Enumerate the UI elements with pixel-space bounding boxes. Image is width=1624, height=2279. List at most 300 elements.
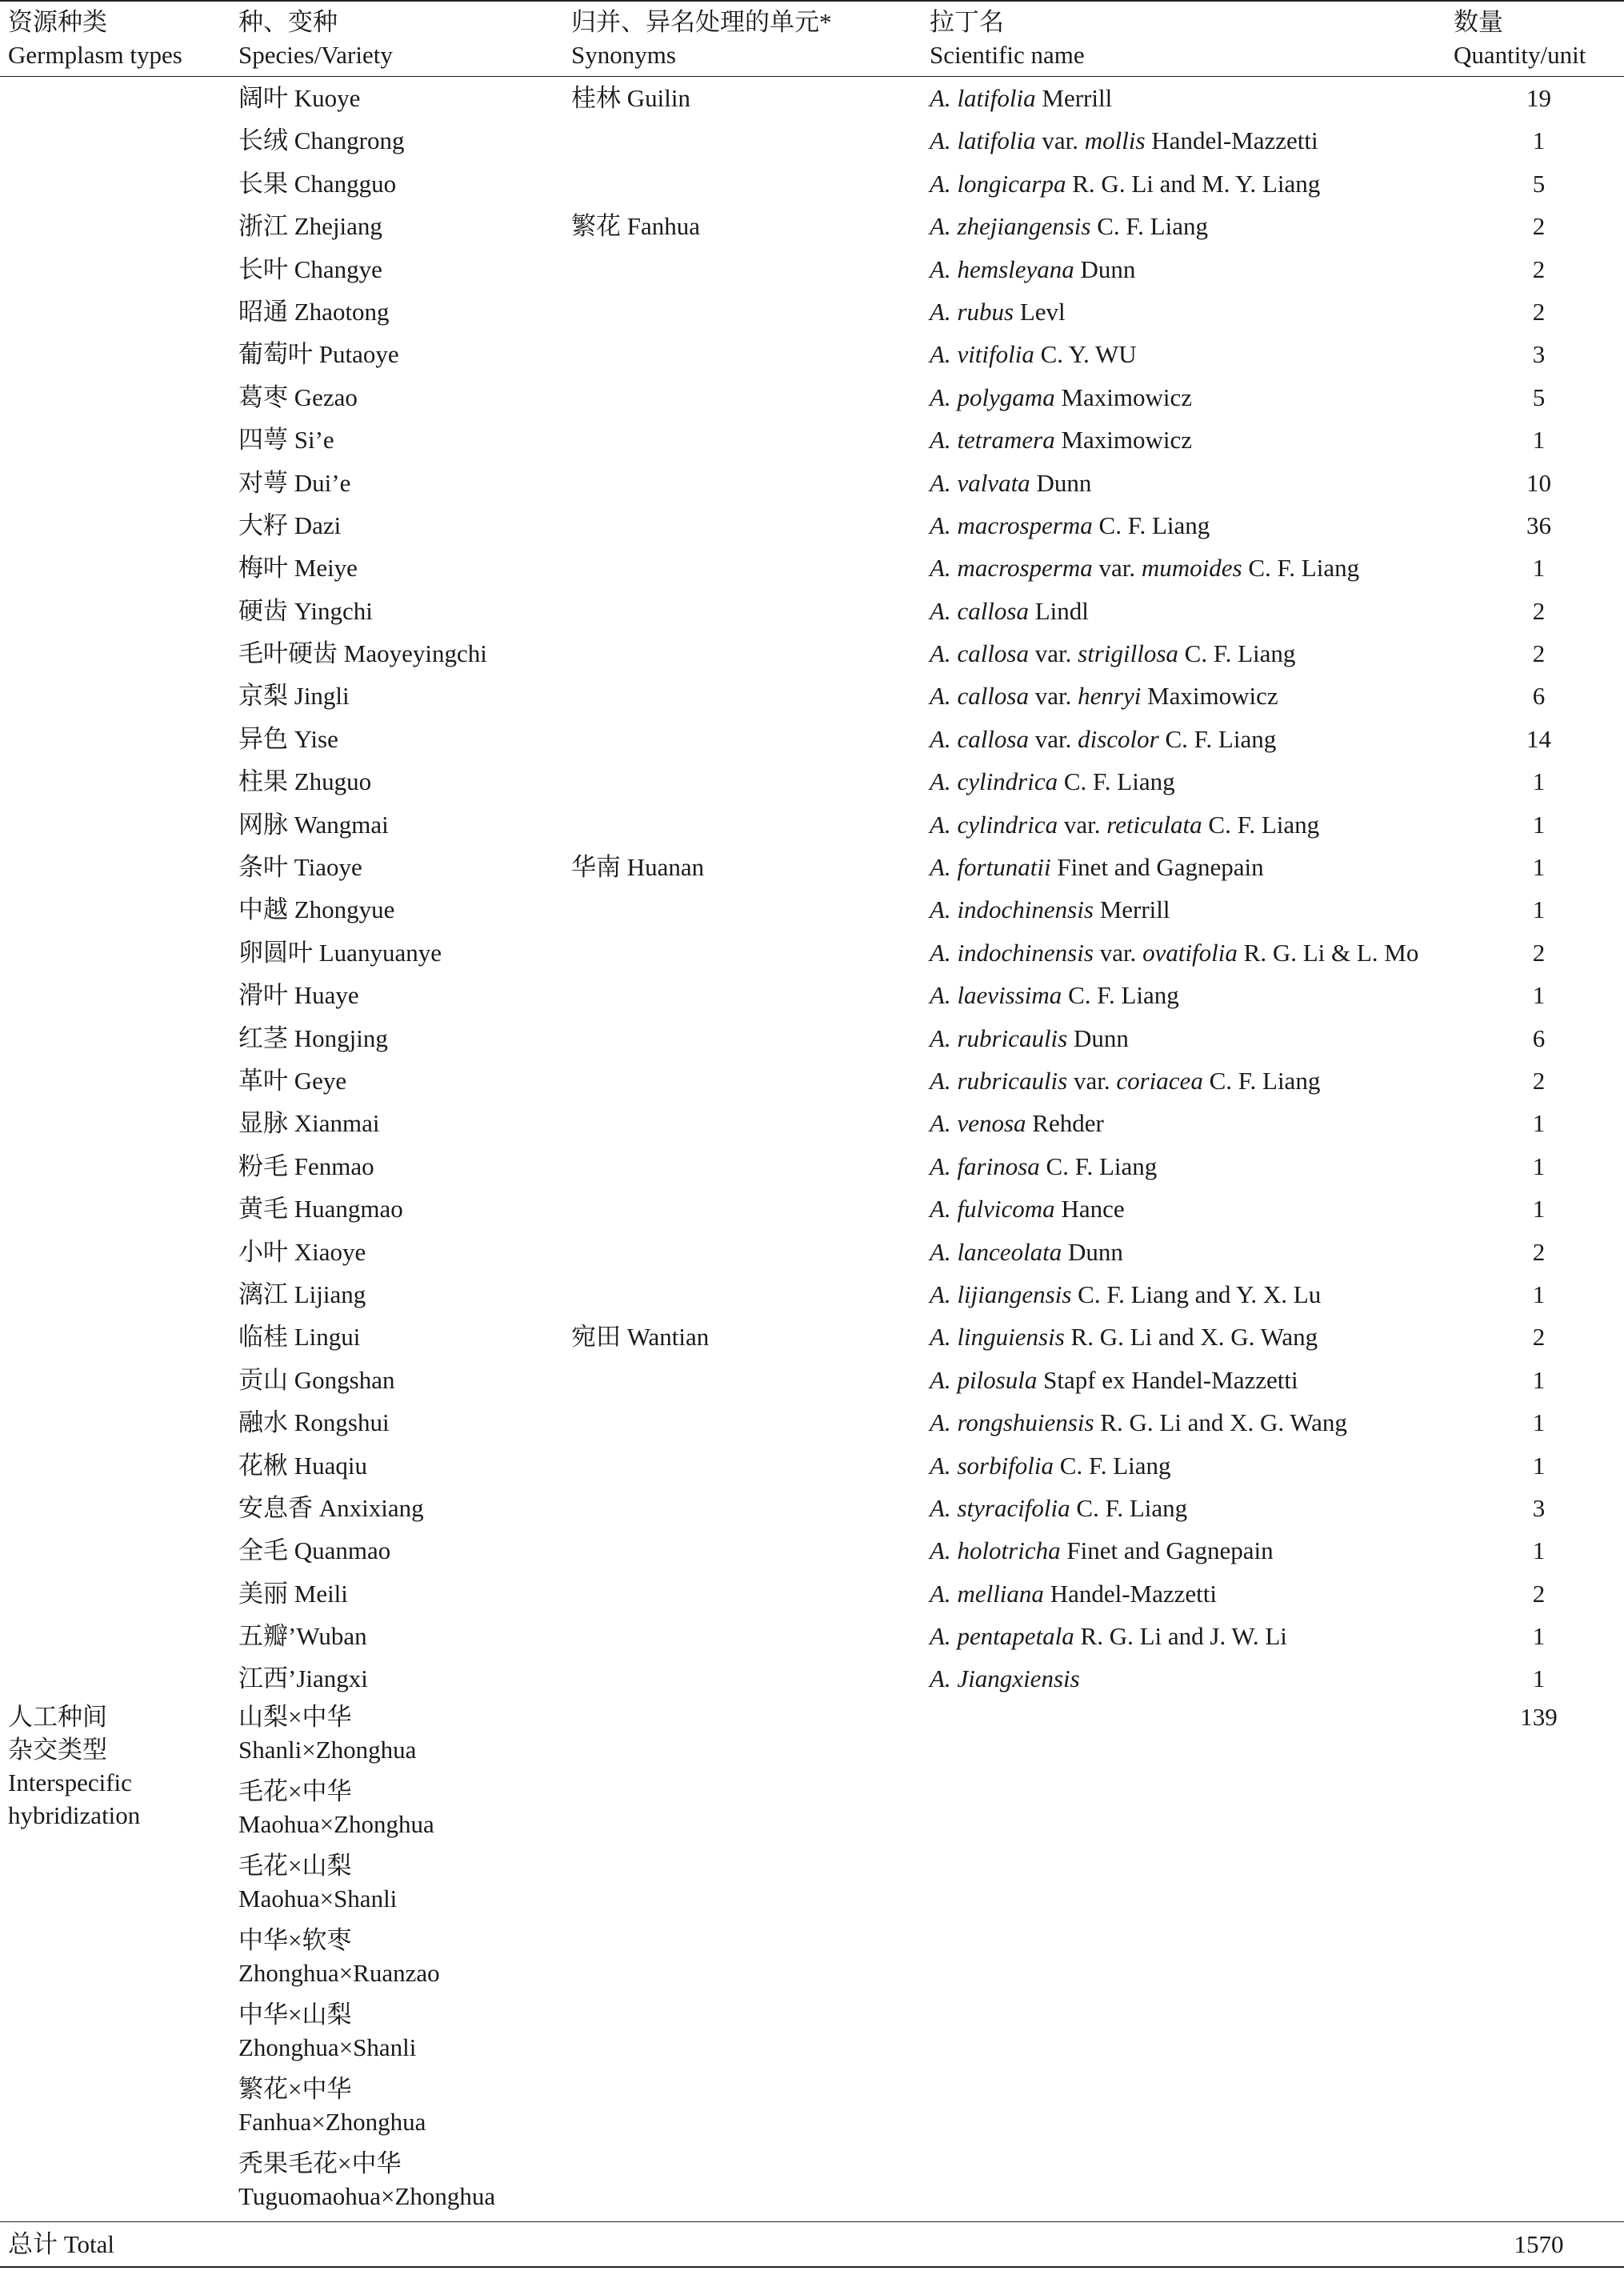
quantity-cell: 2: [1532, 639, 1546, 668]
species-cell: 临桂 Lingui: [238, 1323, 361, 1352]
quantity-cell: 19: [1526, 84, 1551, 112]
germplasm-type-cell: [0, 1657, 238, 1700]
genus: A.: [930, 340, 951, 369]
germplasm-type-cell: [0, 462, 238, 504]
genus: A.: [930, 1622, 951, 1651]
scientific-name-cell: [930, 333, 1454, 375]
synonym-cell: [571, 590, 930, 632]
table-row: [0, 1657, 1624, 1700]
genus: A.: [930, 682, 951, 711]
table-row: [0, 1188, 1624, 1230]
hybrid-item-zh: 山梨×中华: [238, 1702, 352, 1731]
hybrid-row: [0, 1700, 1624, 2222]
species-cell: 漓江 Lijiang: [238, 1280, 366, 1308]
scientific-name-cell: [930, 1572, 1454, 1615]
genus: A.: [930, 297, 951, 326]
scientific-name-cell: [930, 419, 1454, 461]
quantity-cell: 2: [1532, 938, 1546, 967]
genus: A.: [930, 169, 951, 198]
synonym-cell: [571, 1188, 930, 1230]
quantity-cell: 1: [1532, 554, 1546, 583]
germplasm-type-cell: [0, 547, 238, 589]
hybrid-item-zh: 繁花×中华: [238, 2074, 352, 2103]
header-species-variety: 种、变种 Species/Variety: [238, 8, 393, 69]
bottom-rule: [0, 2267, 1624, 2268]
scientific-name-cell: [930, 1487, 1454, 1529]
epithet: latifolia: [957, 126, 1036, 155]
synonym-cell: [571, 333, 930, 375]
genus: A.: [930, 1493, 951, 1522]
species-cell: 黄毛 Huangmao: [238, 1195, 403, 1224]
scientific-name-cell: [930, 974, 1454, 1016]
species-cell: 葛枣 Gezao: [238, 383, 358, 411]
author: C. F. Liang: [1046, 1152, 1158, 1180]
species-cell: 浙江 Zhejiang: [238, 212, 382, 241]
species-cell: 长绒 Changrong: [238, 126, 405, 155]
var-epithet: discolor: [1078, 724, 1159, 753]
author: Merrill: [1042, 84, 1113, 112]
quantity-cell: 139: [1520, 1702, 1558, 1731]
scientific-name-cell: [930, 1529, 1454, 1572]
quantity-cell: 1: [1532, 1664, 1546, 1693]
genus: A.: [930, 853, 951, 882]
var-label: var.: [1098, 554, 1136, 583]
germplasm-type-cell: [0, 675, 238, 717]
species-cell: 柱果 Zhuguo: [238, 767, 372, 796]
table-row: [0, 1145, 1624, 1188]
synonym-cell: [571, 504, 930, 547]
author: C. F. Liang: [1097, 212, 1208, 241]
germplasm-type-cell: [0, 504, 238, 547]
epithet: macrosperma: [957, 554, 1093, 583]
var-epithet: strigillosa: [1078, 639, 1178, 668]
synonym-cell: [571, 1273, 930, 1316]
genus: A.: [930, 1579, 951, 1608]
genus: A.: [930, 639, 951, 668]
synonym-cell: [571, 462, 930, 504]
genus: A.: [930, 596, 951, 625]
table-row: [0, 1359, 1624, 1401]
scientific-name-cell: [930, 590, 1454, 632]
epithet: latifolia: [957, 84, 1036, 112]
author: Handel-Mazzetti: [1151, 126, 1318, 155]
species-cell: 中越 Zhongyue: [238, 895, 395, 924]
author: Lindl: [1034, 596, 1089, 625]
synonym-cell: [571, 290, 930, 333]
author: C. F. Liang: [1076, 1493, 1188, 1522]
synonym-cell: 桂林 Guilin: [571, 84, 690, 112]
author: C. F. Liang: [1165, 724, 1277, 753]
synonym-cell: [571, 1657, 930, 1700]
table-row: [0, 1102, 1624, 1144]
quantity-cell: 1: [1532, 126, 1546, 155]
hybrid-type-line: hybridization: [8, 1800, 141, 1829]
epithet: indochinensis: [957, 938, 1094, 967]
germplasm-type-cell: [0, 1401, 238, 1444]
epithet: callosa: [957, 682, 1029, 711]
var-epithet: reticulata: [1106, 810, 1202, 839]
quantity-cell: 10: [1526, 468, 1551, 497]
synonym-cell: [571, 419, 930, 461]
synonym-cell: [571, 376, 930, 419]
epithet: valvata: [957, 468, 1030, 497]
var-label: var.: [1099, 938, 1137, 967]
epithet: sorbifolia: [957, 1451, 1054, 1480]
synonym-cell: [571, 1231, 930, 1273]
quantity-cell: 2: [1532, 1237, 1546, 1266]
synonym-cell: [571, 1102, 930, 1144]
quantity-cell: 1: [1532, 1195, 1546, 1224]
species-cell: 全毛 Quanmao: [238, 1536, 391, 1565]
scientific-name-cell: [930, 1700, 1454, 2222]
author: C. F. Liang: [1068, 981, 1179, 1010]
author: Finet and Gagnepain: [1057, 853, 1264, 882]
genus: A.: [930, 724, 951, 753]
var-epithet: mollis: [1084, 126, 1146, 155]
synonym-cell: [571, 1444, 930, 1487]
quantity-cell: 1: [1532, 1451, 1546, 1480]
species-cell: 美丽 Meili: [238, 1579, 348, 1608]
genus: A.: [930, 938, 951, 967]
species-cell: 贡山 Gongshan: [238, 1365, 395, 1394]
table-row: [0, 1017, 1624, 1059]
table-row: [0, 675, 1624, 717]
quantity-cell: 1: [1532, 426, 1546, 455]
germplasm-type-cell: [0, 1017, 238, 1059]
species-cell: 小叶 Xiaoye: [238, 1237, 366, 1266]
scientific-name-cell: [930, 376, 1454, 419]
germplasm-type-cell: [0, 803, 238, 846]
scientific-name-cell: [930, 803, 1454, 846]
author: Dunn: [1073, 1023, 1129, 1052]
germplasm-type-cell: [0, 1102, 238, 1144]
hybrid-item-en: Tuguomaohua×Zhonghua: [238, 2181, 496, 2210]
species-cell: 革叶 Geye: [238, 1066, 347, 1095]
epithet: fulvicoma: [957, 1195, 1055, 1224]
table-row: [0, 1615, 1624, 1657]
germplasm-type-cell: [0, 290, 238, 333]
synonym-cell: [571, 1529, 930, 1572]
table-row: [0, 974, 1624, 1016]
epithet: Jiangxiensis: [957, 1664, 1080, 1693]
synonym-cell: [571, 119, 930, 162]
genus: A.: [930, 767, 951, 796]
synonym-cell: [571, 675, 930, 717]
table-row: [0, 462, 1624, 504]
table-row: [0, 1273, 1624, 1316]
epithet: zhejiangensis: [957, 212, 1091, 241]
germplasm-type-cell: [0, 77, 238, 119]
quantity-cell: 6: [1532, 1023, 1546, 1052]
epithet: farinosa: [957, 1152, 1040, 1180]
quantity-cell: 1: [1532, 853, 1546, 882]
germplasm-type-cell: [0, 162, 238, 205]
synonym-cell: [571, 1572, 930, 1615]
table-row: [0, 504, 1624, 547]
genus: A.: [930, 981, 951, 1010]
genus: A.: [930, 1023, 951, 1052]
scientific-name-cell: [930, 119, 1454, 162]
germplasm-type-cell: [0, 1529, 238, 1572]
species-cell: 红茎 Hongjing: [238, 1023, 388, 1052]
table-row: [0, 803, 1624, 846]
species-cell: 卵圆叶 Luanyuanye: [238, 938, 442, 967]
hybrid-type-line: 杂交类型: [8, 1735, 107, 1764]
var-label: var.: [1034, 682, 1072, 711]
author: Maximowicz: [1147, 682, 1278, 711]
germplasm-type-cell: [0, 1615, 238, 1657]
hybrid-item-zh: 秃果毛花×中华: [238, 2149, 402, 2177]
table-row: [0, 1316, 1624, 1358]
species-cell: 长果 Changguo: [238, 169, 397, 198]
table-row: [0, 590, 1624, 632]
scientific-name-cell: [930, 931, 1454, 974]
species-cell: 四萼 Si’e: [238, 426, 334, 455]
scientific-name-cell: [930, 248, 1454, 290]
quantity-cell: 1: [1532, 1280, 1546, 1308]
synonym-cell: [571, 1615, 930, 1657]
header-scientific-name: 拉丁名 Scientific name: [930, 8, 1085, 69]
germplasm-type-cell: [0, 632, 238, 675]
total-label: 总计 Total: [8, 2229, 115, 2258]
author: Dunn: [1036, 468, 1092, 497]
species-cell: 大籽 Dazi: [238, 511, 342, 539]
synonym-cell: [571, 1359, 930, 1401]
header-quantity: 数量 Quantity/unit: [1454, 8, 1586, 69]
scientific-name-cell: [930, 1359, 1454, 1401]
hybrid-item-zh: 中华×软枣: [238, 1925, 352, 1954]
species-cell: 网脉 Wangmai: [238, 810, 389, 839]
table-row: [0, 205, 1624, 247]
species-cell: 对萼 Dui’e: [238, 468, 351, 497]
germplasm-type-cell: [0, 376, 238, 419]
quantity-cell: 5: [1532, 169, 1546, 198]
synonym-cell: [571, 1145, 930, 1188]
quantity-cell: 2: [1532, 212, 1546, 241]
quantity-cell: 2: [1532, 297, 1546, 326]
quantity-cell: 3: [1532, 1493, 1546, 1522]
germplasm-type-cell: [0, 1231, 238, 1273]
synonym-cell: [571, 718, 930, 760]
quantity-cell: 2: [1532, 1579, 1546, 1608]
species-cell: 融水 Rongshui: [238, 1408, 390, 1437]
quantity-cell: 14: [1526, 724, 1551, 753]
germplasm-type-cell: [0, 119, 238, 162]
species-cell: 葡萄叶 Putaoye: [238, 340, 399, 369]
scientific-name-cell: [930, 846, 1454, 888]
header-germplasm-types: 资源种类 Germplasm types: [8, 8, 182, 69]
scientific-name-cell: [930, 1102, 1454, 1144]
author: R. G. Li and J. W. Li: [1080, 1622, 1287, 1651]
scientific-name-cell: [930, 462, 1454, 504]
table-row: [0, 376, 1624, 419]
table-row: [0, 162, 1624, 205]
author: R. G. Li and X. G. Wang: [1100, 1408, 1347, 1437]
species-cell: 京梨 Jingli: [238, 682, 350, 711]
var-label: var.: [1042, 126, 1078, 155]
scientific-name-cell: [930, 718, 1454, 760]
quantity-cell: 2: [1532, 1323, 1546, 1352]
epithet: callosa: [957, 639, 1029, 668]
var-label: var.: [1073, 1066, 1110, 1095]
epithet: venosa: [957, 1109, 1026, 1138]
quantity-cell: 1: [1532, 810, 1546, 839]
table-row: [0, 333, 1624, 375]
genus: A.: [930, 1066, 951, 1095]
quantity-cell: 36: [1526, 511, 1551, 539]
hybrid-item-zh: 毛花×山梨: [238, 1851, 352, 1880]
synonym-cell: [571, 1700, 930, 2222]
genus: A.: [930, 383, 951, 411]
synonym-cell: [571, 1401, 930, 1444]
synonym-cell: [571, 1059, 930, 1102]
genus: A.: [930, 1237, 951, 1266]
synonym-cell: 繁花 Fanhua: [571, 212, 701, 241]
quantity-cell: 1: [1532, 1536, 1546, 1565]
author: C. F. Liang: [1184, 639, 1296, 668]
scientific-name-cell: [930, 888, 1454, 931]
quantity-cell: 2: [1532, 1066, 1546, 1095]
author: Maximowicz: [1061, 383, 1193, 411]
quantity-cell: 2: [1532, 596, 1546, 625]
genus: A.: [930, 1280, 951, 1308]
genus: A.: [930, 1152, 951, 1180]
species-cell: 硬齿 Yingchi: [238, 596, 373, 625]
species-cell: 阔叶 Kuoye: [238, 84, 361, 112]
table-row: [0, 931, 1624, 974]
epithet: styracifolia: [957, 1493, 1070, 1522]
germplasm-type-cell: [0, 1444, 238, 1487]
scientific-name-cell: [930, 162, 1454, 205]
hybrid-item: [238, 1700, 571, 1775]
synonym-cell: [571, 974, 930, 1016]
author: C. F. Liang: [1248, 554, 1360, 583]
epithet: holotricha: [957, 1536, 1061, 1565]
author: C. F. Liang: [1209, 1066, 1321, 1095]
synonym-cell: [571, 760, 930, 803]
synonym-cell: 宛田 Wantian: [571, 1323, 710, 1352]
quantity-cell: 3: [1532, 340, 1546, 369]
table-row: [0, 632, 1624, 675]
quantity-cell: 1: [1532, 1365, 1546, 1394]
genus: A.: [930, 511, 951, 539]
scientific-name-cell: [930, 1145, 1454, 1188]
scientific-name-cell: [930, 1401, 1454, 1444]
author: Maximowicz: [1061, 426, 1193, 455]
scientific-name-cell: [930, 77, 1454, 119]
hybrid-item-en: Shanli×Zhonghua: [238, 1735, 417, 1764]
var-label: var.: [1063, 810, 1101, 839]
species-cell: 滑叶 Huaye: [238, 981, 359, 1010]
author: Finet and Gagnepain: [1066, 1536, 1274, 1565]
germplasm-type-cell: [0, 846, 238, 888]
scientific-name-cell: [930, 1017, 1454, 1059]
germplasm-type-cell: [0, 1487, 238, 1529]
genus: A.: [930, 1323, 951, 1352]
epithet: pentapetala: [957, 1622, 1074, 1651]
quantity-cell: 1: [1532, 1408, 1546, 1437]
species-cell: 花楸 Huaqiu: [238, 1451, 368, 1480]
hybrid-item-en: Fanhua×Zhonghua: [238, 2107, 426, 2136]
genus: A.: [930, 1195, 951, 1224]
author: Stapf ex Handel-Mazzetti: [1043, 1365, 1298, 1394]
germplasm-type-cell: [0, 718, 238, 760]
scientific-name-cell: [930, 205, 1454, 247]
genus: A.: [930, 468, 951, 497]
header-row: [0, 6, 1624, 77]
scientific-name-cell: [930, 1059, 1454, 1102]
species-cell: 条叶 Tiaoye: [238, 853, 362, 882]
germplasm-type-cell: [0, 248, 238, 290]
genus: A.: [930, 810, 951, 839]
synonym-cell: [571, 547, 930, 589]
germplasm-type-cell: [0, 1188, 238, 1230]
scientific-name-cell: [930, 1657, 1454, 1700]
hybrid-type-line: 人工种间: [8, 1702, 107, 1731]
epithet: lanceolata: [957, 1237, 1062, 1266]
quantity-cell: 1: [1532, 981, 1546, 1010]
hybrid-item-zh: 中华×山梨: [238, 2000, 352, 2029]
genus: A.: [930, 1365, 951, 1394]
germplasm-type-cell: [0, 888, 238, 931]
table-row: [0, 1401, 1624, 1444]
author: C. F. Liang: [1059, 1451, 1171, 1480]
scientific-name-cell: [930, 504, 1454, 547]
germplasm-type-cell: [0, 205, 238, 247]
hybrid-item-en: Zhonghua×Ruanzao: [238, 1958, 440, 1987]
epithet: tetramera: [957, 426, 1055, 455]
table-row: [0, 888, 1624, 931]
quantity-cell: 1: [1532, 767, 1546, 796]
germplasm-type-cell: [0, 419, 238, 461]
scientific-name-cell: [930, 1273, 1454, 1316]
total-row: [0, 2222, 1624, 2267]
var-label: var.: [1034, 639, 1072, 668]
table-row: [0, 119, 1624, 162]
epithet: melliana: [957, 1579, 1044, 1608]
genus: A.: [930, 1408, 951, 1437]
epithet: rubricaulis: [957, 1023, 1068, 1052]
epithet: linguiensis: [957, 1323, 1065, 1352]
quantity-cell: 1: [1532, 1109, 1546, 1138]
var-label: var.: [1034, 724, 1072, 753]
synonym-cell: [571, 632, 930, 675]
hybrid-item: [238, 2073, 571, 2147]
quantity-cell: 6: [1532, 682, 1546, 711]
epithet: lijiangensis: [957, 1280, 1072, 1308]
hybrid-item-zh: 毛花×中华: [238, 1776, 352, 1805]
germplasm-type-cell: [0, 1273, 238, 1316]
germplasm-type-cell: [0, 931, 238, 974]
author: Dunn: [1080, 254, 1136, 283]
scientific-name-cell: [930, 632, 1454, 675]
quantity-cell: 2: [1532, 254, 1546, 283]
hybrid-item: [238, 1924, 571, 1998]
species-cell: 异色 Yise: [238, 724, 338, 753]
hybrid-item: [238, 1849, 571, 1924]
species-cell: 五瓣’Wuban: [238, 1622, 367, 1651]
germplasm-type-cell: [0, 760, 238, 803]
table-row: [0, 1444, 1624, 1487]
header-synonyms: 归并、异名处理的单元* Synonyms: [571, 8, 832, 69]
scientific-name-cell: [930, 290, 1454, 333]
scientific-name-cell: [930, 1316, 1454, 1358]
synonym-cell: [571, 931, 930, 974]
species-cell: 粉毛 Fenmao: [238, 1152, 374, 1180]
genus: A.: [930, 1536, 951, 1565]
species-cell: 显脉 Xianmai: [238, 1109, 380, 1138]
epithet: longicarpa: [957, 169, 1066, 198]
